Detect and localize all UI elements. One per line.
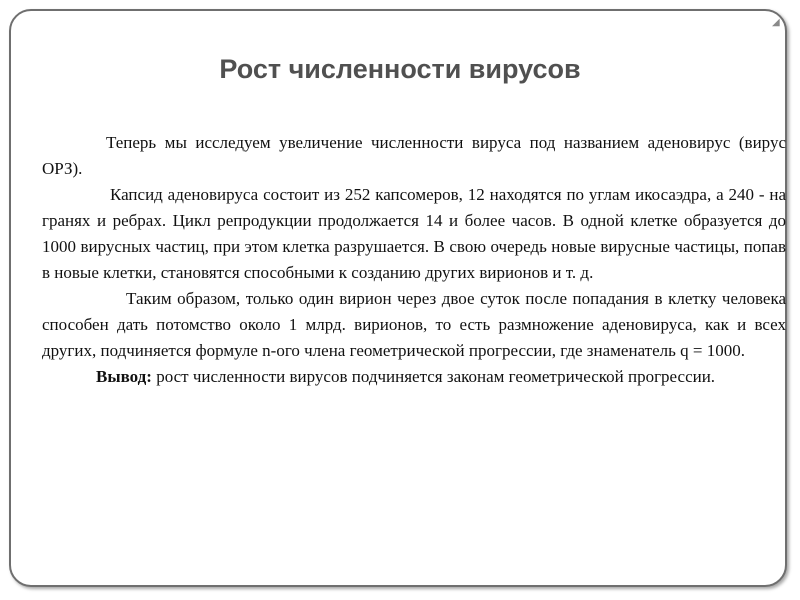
paragraph-capsid: Капсид аденовируса состоит из 252 капсомеров, 12 находятся по углам икосаэдра, а 240 - на гранях и ребрах. Цикл репродукции продолжается 14 и более часов. В одной клетке образуется до 1000 вирусных частиц, при этом клетка разрушается. В свою очередь новые вирусные частицы, попав в новые клетки, становятся способными к созданию других вирионов и т. д. (42, 185, 786, 282)
conclusion-text: рост численности вирусов подчиняется законам геометрической прогрессии. (151, 367, 716, 386)
paragraph-intro: Теперь мы исследуем увеличение численности вируса под названием аденовирус (вирус ОРЗ). (42, 133, 786, 178)
slide-title: Рост численности вирусов (219, 54, 581, 84)
conclusion-label: Вывод: (96, 367, 152, 386)
paragraph-growth: Таким образом, только один вирион через двое суток после попадания в клетку человека способен дать потомство около 1 млрд. вирионов, то есть размножение аденовируса, как и всех других, подчиняется формуле n-ого члена геометрической прогрессии, где знаменатель q = 1000. (42, 289, 786, 360)
paragraph-conclusion (42, 364, 786, 390)
slide-body (42, 130, 786, 390)
corner-arrow-icon: ◢ (772, 17, 780, 28)
